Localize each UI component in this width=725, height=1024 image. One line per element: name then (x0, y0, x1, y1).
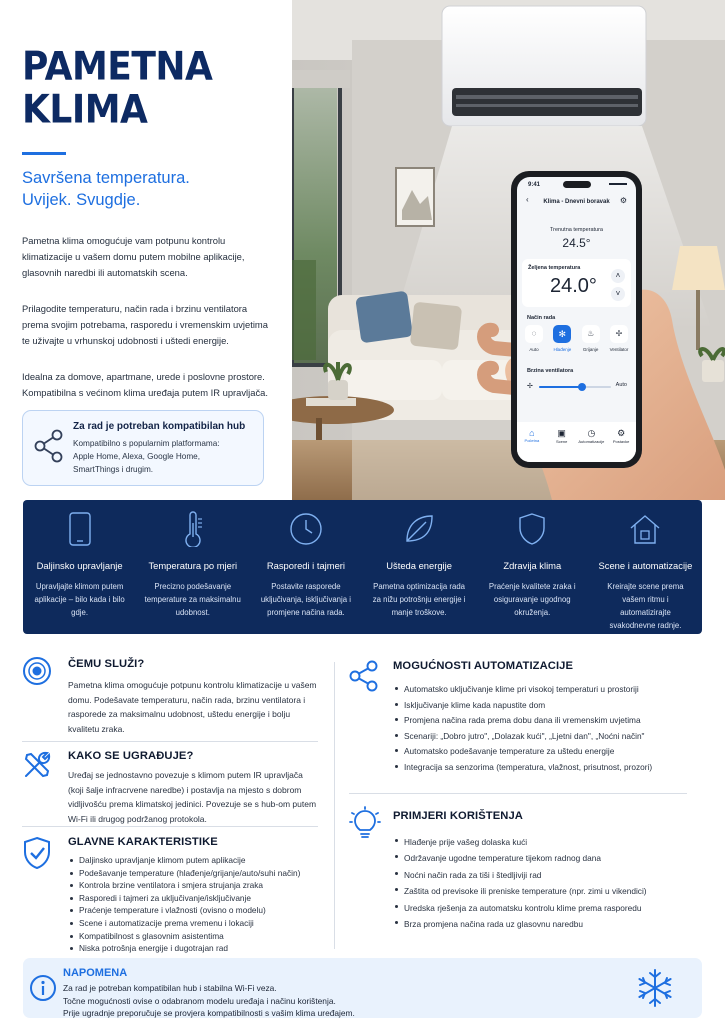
fan-speed-knob[interactable] (578, 383, 586, 391)
section-title: ČEMU SLUŽI? (68, 658, 145, 670)
feature-energy-saving (363, 500, 476, 634)
mode-row (522, 325, 631, 352)
list-item: Hlađenje prije vašeg dolaska kući (393, 834, 693, 850)
section-title: GLAVNE KARAKTERISTIKE (68, 836, 218, 848)
intro-paragraph: Prilagodite temperaturu, način rada i brzinu ventilatora prema svojim potrebama, rasporedu i vremenskim uvjetima te uživajte u vrhunskoj udobnosti i uštedi energije. (22, 303, 268, 346)
tagline (22, 167, 270, 211)
thermometer-icon (181, 511, 205, 547)
note-title: NAPOMENA (63, 967, 128, 979)
house-icon (628, 512, 662, 546)
phone-status-time: 9:41 (528, 182, 541, 188)
list-item: Podešavanje temperature (hlađenje/grijanje/auto/suhi način) (68, 867, 320, 880)
leaf-icon (402, 512, 436, 546)
hub-requirement-card (22, 410, 264, 486)
feature-title: Daljinsko upravljanje (36, 560, 123, 571)
title-line: PAMETNA (22, 44, 213, 90)
scene-icon: ▣ (557, 428, 566, 438)
gear-icon: ⚙ (617, 428, 626, 438)
feature-schedules (249, 500, 362, 634)
clock-icon: ◷ (587, 428, 596, 438)
living-room-illustration (292, 0, 725, 500)
section-divider (349, 793, 687, 794)
list-item: Održavanje ugodne temperature tijekom radnog dana (393, 850, 693, 866)
list-item: Daljinsko upravljanje klimom putem aplikacije (68, 854, 320, 867)
feature-title: Ušteda energije (386, 560, 452, 571)
hub-desc-line: Apple Home, Alexa, Google Home, (73, 452, 200, 461)
current-temp-value: 24.5° (562, 236, 591, 250)
nav-label: Početna (524, 438, 540, 443)
hero-section (0, 0, 725, 500)
target-icon (22, 656, 52, 686)
section-cemu (68, 658, 320, 736)
gear-icon[interactable]: ⚙ (619, 196, 627, 205)
mode-label-text: Auto (529, 347, 539, 352)
feature-band (23, 500, 702, 634)
share-icon (349, 660, 379, 692)
list-item: Kompatibilnost s glasovnim asistentima (68, 930, 320, 943)
hub-card-title: Za rad je potreban kompatibilan hub (73, 421, 246, 432)
feature-remote-control (23, 500, 136, 634)
feature-desc: Upravljajte klimom putem aplikacije – bilo kada i bilo gdje. (34, 582, 125, 617)
section-divider (22, 826, 318, 827)
section-text: Pametna klima omogućuje potpunu kontrolu klimatizacije u vašem domu. Podešavate temperaturu, način rada, brzinu ventilatora i rasporede za maksimalnu udobnost, uštedu energije i bolju kvalitetu zraka. (68, 680, 317, 734)
hub-desc-line: Kompatibilno s popularnim platformama: (73, 439, 220, 448)
auto-mode-icon: ◌ (525, 325, 543, 343)
feature-healthy-climate (476, 500, 589, 634)
temp-down-button[interactable]: ˅ (611, 287, 625, 301)
list-item: Kontrola brzine ventilatora i smjera strujanja zraka (68, 879, 320, 892)
smartphone-icon (68, 512, 92, 546)
note-text (63, 982, 355, 1020)
shield-check-icon (22, 836, 52, 870)
section-title: KAKO SE UGRAĐUJE? (68, 750, 194, 762)
feature-desc: Kreirajte scene prema vašem ritmu i automatizirajte svakodnevne radnje. (607, 582, 684, 630)
note-line: Za rad je potreban kompatibilan hub i stabilna Wi-Fi veza. (63, 983, 277, 993)
feature-title: Zdravija klima (503, 560, 562, 571)
mode-label-text: Hlađenje (553, 347, 572, 352)
fan-speed-icon: ✢ (527, 383, 533, 390)
tagline-line: Uvijek. Svugdje. (22, 191, 141, 209)
note-line: Točne mogućnosti ovise o odabranom modelu uređaja i načinu korištenja. (63, 995, 336, 1006)
nav-label: Postavke (612, 439, 630, 444)
mode-label-text: Ventilator (609, 347, 629, 352)
info-icon (29, 974, 57, 1002)
list-item: Integracija sa senzorima (temperatura, vlažnost, prisutnost, prozori) (393, 760, 693, 776)
nav-settings[interactable] (608, 428, 634, 462)
note-box (23, 958, 702, 1018)
phone-mockup (511, 171, 642, 468)
examples-list (393, 834, 693, 932)
feature-scenes (589, 500, 702, 634)
list-item: Noćni način rada za tiši i štedljiviji rad (393, 867, 693, 883)
list-item: Rasporedi i tajmeri za uključivanje/isključivanje (68, 892, 320, 905)
back-chevron-icon[interactable]: ‹ (526, 195, 529, 204)
mode-label: Način rada (527, 315, 556, 321)
feature-title: Scene i automatizacije (598, 560, 693, 571)
tagline-line: Savršena temperatura. (22, 169, 190, 187)
target-temp-card (522, 259, 631, 307)
section-text: Uređaj se jednostavno povezuje s klimom putem IR upravljača (koji šalje infracrvene naredbe) i postavlja na mjesto s dobrom vidljivošću prema klimatskoj jedinici. Povezuje se s hub-om putem Wi-Fi ili drugog podržanog protokola. (68, 770, 317, 824)
title-divider (22, 152, 66, 155)
list-item: Niska potrošnja energije i dugotrajan rad (68, 942, 320, 955)
nav-label: Automatizacije (578, 439, 605, 444)
phone-screen (517, 177, 636, 462)
nav-automations[interactable] (578, 428, 604, 462)
intro-text (22, 233, 270, 401)
section-title: PRIMJERI KORIŠTENJA (393, 810, 523, 822)
mode-label-text: Grijanje (582, 347, 599, 352)
target-temp-value: 24.0° (550, 275, 597, 297)
list-item: Scenariji: „Dobro jutro", „Dolazak kući", „Ljetni dan", „Noćni način" (393, 729, 693, 745)
feature-temperature (136, 500, 249, 634)
fan-icon: ✢ (610, 325, 628, 343)
list-item: Praćenje temperature i vlažnosti (ovisno o modelu) (68, 904, 320, 917)
fan-speed-slider[interactable] (539, 386, 611, 388)
nav-scenes[interactable] (549, 428, 575, 462)
phone-header-title: Klima - Dnevni boravak (543, 199, 610, 205)
section-mogucnosti (393, 660, 693, 776)
section-glavne (68, 836, 320, 955)
note-line: Prije ugradnje preporučuje se provjera kompatibilnosti s vašim klima uređajem. (63, 1008, 355, 1019)
intro-paragraph: Idealna za domove, apartmane, urede i poslovne prostore. Kompatibilna s većinom klima uređaja putem IR upravljača. (22, 371, 268, 398)
automation-list (393, 682, 693, 776)
fan-speed-value: Auto (615, 382, 627, 388)
hero-photo (292, 0, 725, 500)
list-item: Scene i automatizacije prema vremenu i lokaciji (68, 917, 320, 930)
fan-speed-fill (539, 386, 582, 388)
feature-title: Rasporedi i tajmeri (266, 560, 345, 571)
lightbulb-icon (349, 806, 381, 842)
shield-icon (517, 512, 547, 546)
phone-status-icons (609, 183, 627, 187)
tools-icon (22, 750, 52, 780)
fan-speed-label: Brzina ventilatora (527, 368, 574, 374)
list-item: Uredska rješenja za automatsku kontrolu klime prema rasporedu (393, 900, 693, 916)
clock-icon (289, 512, 323, 546)
column-divider (334, 662, 335, 949)
list-item: Zaštita od previsoke ili preniske temperature (npr. zimi u vikendici) (393, 883, 693, 899)
mode-auto[interactable] (522, 325, 546, 352)
share-icon (34, 429, 64, 463)
hub-card-description (73, 437, 253, 476)
flame-icon: ♨ (582, 325, 600, 343)
feature-desc: Postavite rasporede uključivanja, isključivanja i promjene načina rada. (260, 582, 351, 617)
phone-notch (563, 181, 591, 188)
nav-home[interactable] (519, 428, 545, 462)
section-kako (68, 750, 320, 826)
target-temp-label: Željena temperatura (528, 265, 581, 271)
list-item: Automatsko uključivanje klime pri visokoj temperaturi u prostoriji (393, 682, 693, 698)
section-divider (22, 741, 318, 742)
temp-up-button[interactable]: ˄ (611, 269, 625, 283)
hub-desc-line: SmartThings i drugim. (73, 465, 154, 474)
mode-fan[interactable] (607, 325, 631, 352)
mode-heating[interactable] (579, 325, 603, 352)
section-title: MOGUĆNOSTI AUTOMATIZACIJE (393, 660, 574, 672)
page-title (22, 46, 270, 132)
feature-desc: Praćenje kvalitete zraka i osiguravanje ugodnog okruženja. (488, 582, 576, 617)
snowflake-icon: ✻ (553, 325, 571, 343)
bottom-nav (517, 422, 636, 462)
snowflake-icon (635, 968, 675, 1008)
title-line: KLIMA (22, 88, 148, 133)
feature-list (68, 854, 320, 955)
list-item: Brza promjena načina rada uz glasovnu naredbu (393, 916, 693, 932)
list-item: Isključivanje klime kada napustite dom (393, 698, 693, 714)
nav-label: Scene (555, 439, 568, 444)
list-item: Automatsko podešavanje temperature za uštedu energije (393, 744, 693, 760)
list-item: Promjena načina rada prema dobu dana ili vremenskim uvjetima (393, 713, 693, 729)
feature-desc: Pametna optimizacija rada za nižu potrošnju energije i manje troškove. (372, 582, 466, 617)
intro-paragraph: Pametna klima omogućuje vam potpunu kontrolu klimatizacije u vašem domu putem mobilne aplikacije, glasovnih naredbi ili automatskih scena. (22, 235, 245, 278)
feature-desc: Precizno podešavanje temperature za maksimalnu udobnost. (144, 582, 241, 617)
section-primjeri (393, 810, 693, 932)
current-temp-label: Trenutna temperatura (550, 227, 603, 233)
home-icon: ⌂ (529, 428, 535, 438)
feature-title: Temperatura po mjeri (148, 560, 238, 571)
mode-cooling[interactable] (550, 325, 574, 352)
